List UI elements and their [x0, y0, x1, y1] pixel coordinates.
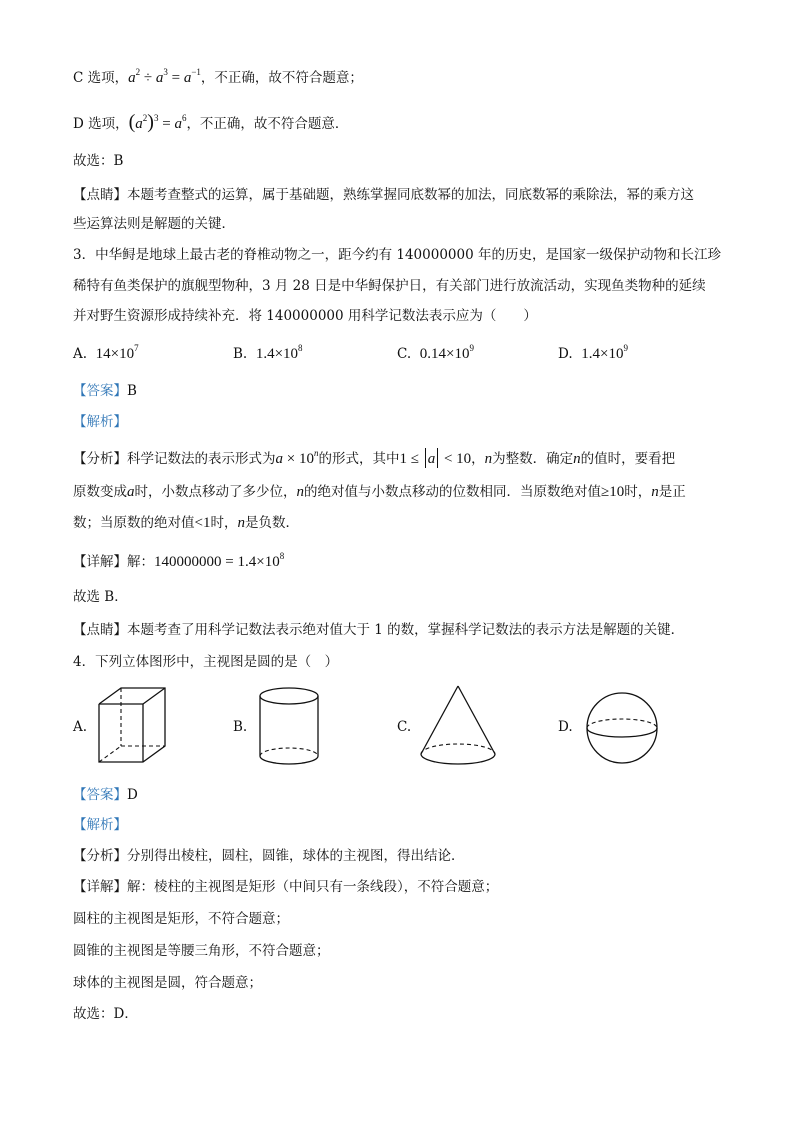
- analysis-4: 【分析】分别得出棱柱，圆柱，圆锥，球体的主视图，得出结论．: [73, 848, 465, 864]
- note-1-line-1: 【点睛】本题考查整式的运算，属于基础题，熟练掌握同底数幂的加法，同底数幂的乘除法，幂的乘方这: [73, 187, 694, 203]
- q3-option-d: D. $1.4\times 10^9$: [558, 343, 628, 362]
- option-d-explanation: D 选项，$(a^2)^3 = a^6$，不正确，故不符合题意．: [73, 111, 349, 133]
- detail-3: 【详解】解：$140000000 = 1.4\times 10^8$: [73, 551, 285, 570]
- cone-view: 圆锥的主视图是等腰三角形，不符合题意；: [73, 943, 330, 959]
- option-c-explanation: C 选项，$a^2 \div a^3 = a^{-1}$，不正确，故不符合题意；: [73, 67, 363, 86]
- question-4: 4．下列立体图形中，主视图是圆的是（ ）: [73, 654, 339, 670]
- question-3-line-1: 3．中华鲟是地球上最古老的脊椎动物之一，距今约有 140000000 年的历史，是国家一级保护动物和长江珍: [73, 247, 721, 263]
- q4-option-b-label: B.: [233, 719, 248, 735]
- cylinder-figure: [256, 686, 322, 770]
- q4-option-c-label: C.: [397, 719, 412, 735]
- question-3-line-3: 并对野生资源形成持续补充．将 140000000 用科学记数法表示应为（ ）: [73, 308, 537, 324]
- detail-4: 【详解】解：棱柱的主视图是矩形（中间只有一条线段），不符合题意；: [73, 879, 499, 895]
- analysis-3-heading: 【解析】: [73, 414, 127, 430]
- analysis-3-line-3: 数；当原数的绝对值<1时，n是负数．: [73, 515, 299, 531]
- triangular-prism-figure: [95, 688, 170, 768]
- choose-d: 故选：D．: [73, 1006, 138, 1022]
- answer-3: 【答案】B: [73, 383, 137, 399]
- cylinder-view: 圆柱的主视图是矩形，不符合题意；: [73, 911, 289, 927]
- question-3-line-2: 稀特有鱼类保护的旗舰型物种，3 月 28 日是中华鲟保护日，有关部门进行放流活动，实现鱼类物种的延续: [73, 278, 706, 294]
- q4-option-a-label: A.: [73, 719, 88, 735]
- analysis-4-heading: 【解析】: [73, 817, 127, 833]
- analysis-3-line-1: 【分析】科学记数法的表示形式为$a \times 10^n$的形式，其中1 ≤ a < 10，n为整数．确定n的值时，要看把: [73, 448, 676, 467]
- sphere-figure: [584, 690, 660, 766]
- q3-option-b: B. $1.4\times 10^8$: [233, 343, 303, 362]
- cone-figure: [418, 684, 498, 770]
- q3-option-c: C. $0.14\times 10^9$: [397, 343, 474, 362]
- q3-option-a: A. $14\times 10^7$: [73, 343, 139, 362]
- analysis-3-line-2: 原数变成a时，小数点移动了多少位，n的绝对值与小数点移动的位数相同．当原数绝对值≥10时，n是正: [73, 484, 686, 500]
- note-3: 【点睛】本题考查了用科学记数法表示绝对值大于 1 的数，掌握科学记数法的表示方法是解题的关键．: [73, 622, 685, 638]
- note-1-line-2: 些运算法则是解题的关键．: [73, 216, 235, 232]
- choose-b-line: 故选：B: [73, 153, 124, 169]
- answer-4: 【答案】D: [73, 787, 138, 803]
- q4-option-d-label: D.: [558, 719, 573, 735]
- choose-b-2: 故选 B．: [73, 589, 128, 605]
- sphere-view: 球体的主视图是圆，符合题意；: [73, 975, 262, 991]
